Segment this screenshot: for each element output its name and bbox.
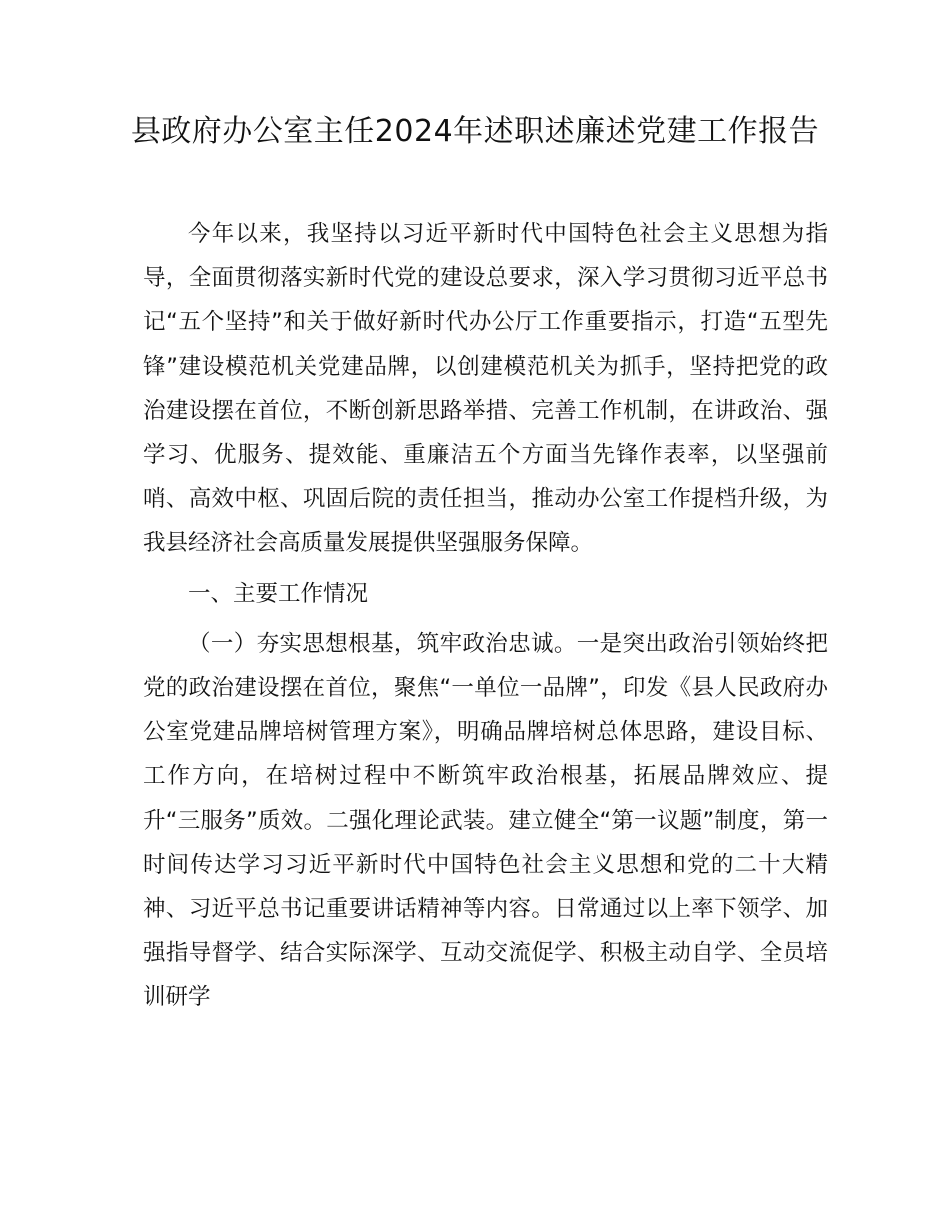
intro-paragraph: 今年以来，我坚持以习近平新时代中国特色社会主义思想为指导，全面贯彻落实新时代党的建设总要求，深入学习贯彻习近平总书记“五个坚持”和关于做好新时代办公厅工作重要指示，打造“五型先锋”建设模范机关党建品牌，以创建模范机关为抓手，坚持把党的政治建设摆在首位，不断创新思路举措、完善工作机制，在讲政治、强学习、优服务、提效能、重廉洁五个方面当先锋作表率，以坚强前哨、高效中枢、巩固后院的责任担当，推动办公室工作提档升级，为我县经济社会高质量发展提供坚强服务保障。 [143,221,828,557]
section-heading: 一、主要工作情况 [188,580,369,607]
body-paragraph: （一）夯实思想根基，筑牢政治忠诚。一是突出政治引领始终把党的政治建设摆在首位，聚焦“一单位一品牌”，印发《县人民政府办公室党建品牌培树管理方案》，明确品牌培树总体思路，建设目标、工作方向，在培树过程中不断筑牢政治根基，拓展品牌效应、提升“三服务”质效。二强化理论武装。建立健全“第一议题”制度，第一时间传达学习习近平新时代中国特色社会主义思想和党的二十大精神、习近平总书记重要讲话精神等内容。日常通过以上率下领学、加强指导督学、结合实际深学、互动交流促学、积极主动自学、全员培训研学 [143,630,828,1011]
document-body [143,212,828,1020]
document-title: 县政府办公室主任2024年述职述廉述党建工作报告 [130,114,820,149]
